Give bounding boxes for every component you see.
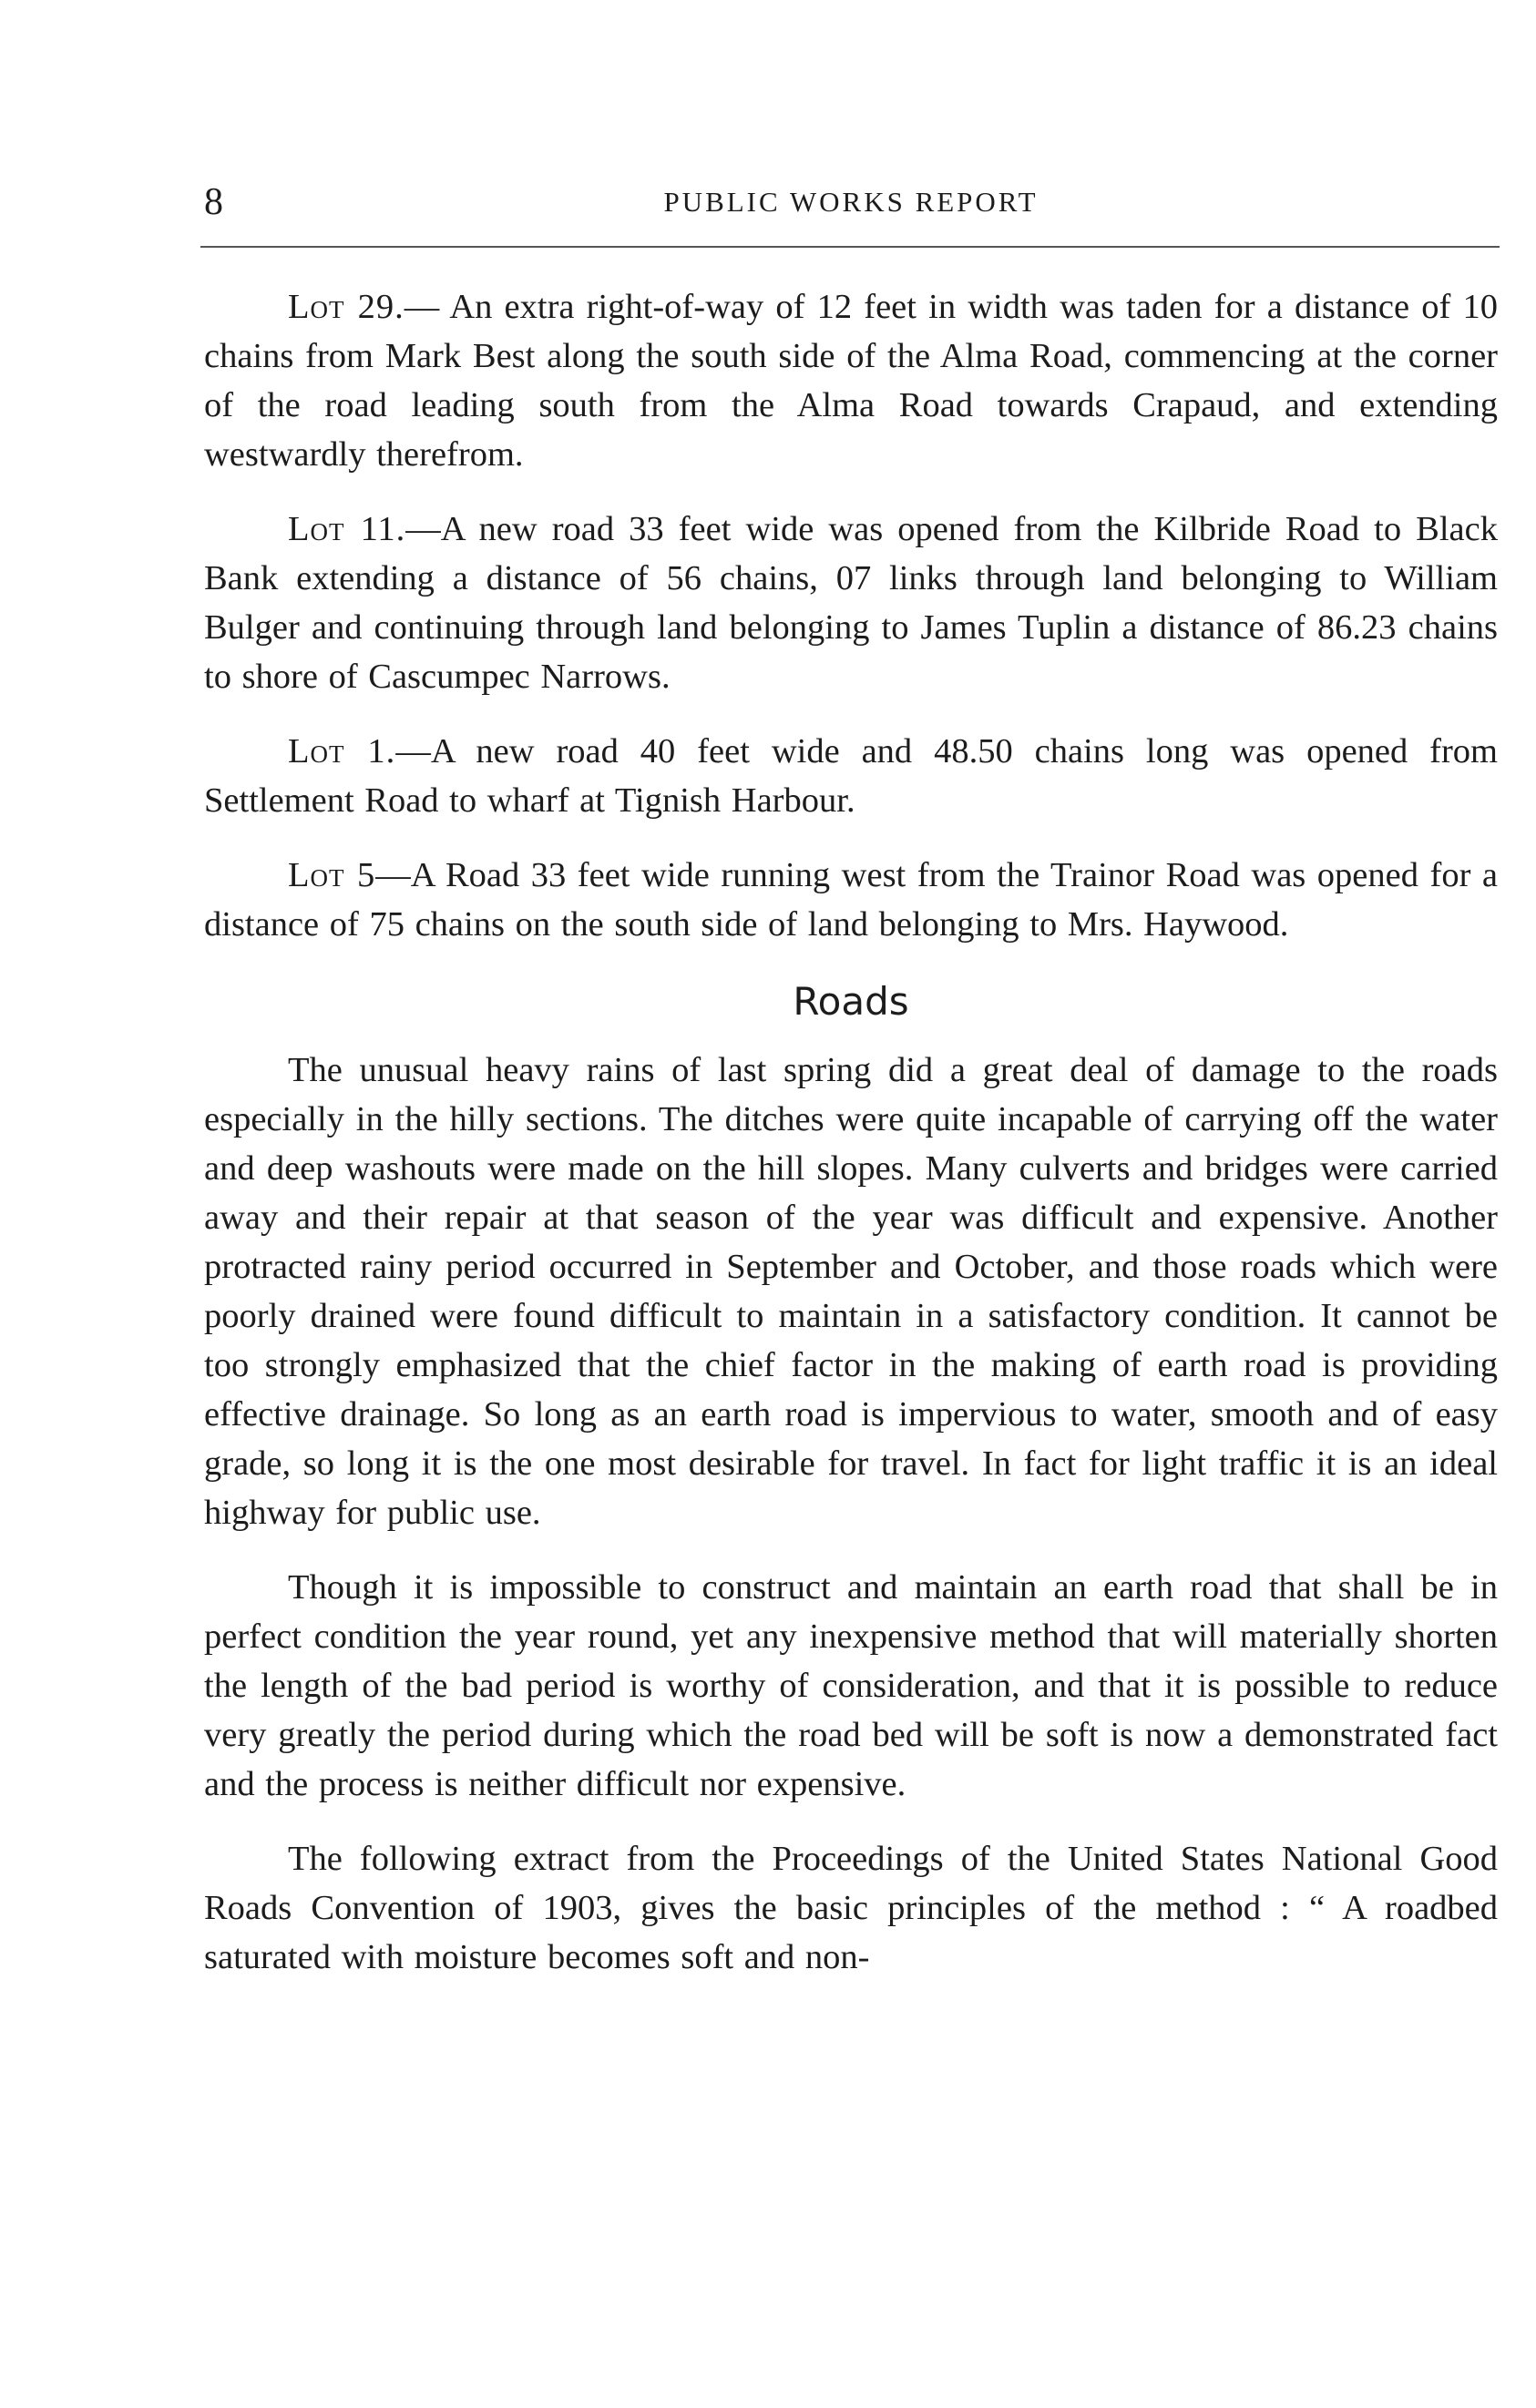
body-paragraph: The following extract from the Proceedings of the United States National Good Roads Convention of 1903, gives the basic principles of the method : “ A roadbed saturated with moisture becomes soft and non- xyxy=(204,1840,1498,1976)
lot-label: Lot 29. xyxy=(288,288,404,326)
page-body xyxy=(204,282,1498,2007)
lot-text: — An extra right-of-way of 12 feet in width was taden for a distance of 10 chains from Mark Best along the south side of the Alma Road, commencing at the corner of the road leading south from the Alma Road towards Crapaud, and extending westwardly therefrom. xyxy=(204,288,1498,474)
lot-label: Lot 1. xyxy=(288,732,396,770)
lot-paragraph xyxy=(204,282,1498,479)
lot-text: —A new road 40 feet wide and 48.50 chains long was opened from Settlement Road to wharf at Tignish Harbour. xyxy=(204,732,1498,820)
page-number: 8 xyxy=(204,181,223,223)
body-paragraph: Though it is impossible to construct and maintain an earth road that shall be in perfect condition the year round, yet any inexpensive method that will materially shorten the length of the bad period is worthy of consideration, and that it is possible to reduce very greatly the period during which the road bed will be soft is now a demonstrated fact and the process is neither difficult nor expensive. xyxy=(204,1568,1498,1803)
lot-label: Lot 5 xyxy=(288,856,376,894)
section-heading: Roads xyxy=(793,979,909,1024)
running-head: PUBLIC WORKS REPORT xyxy=(663,186,1039,218)
lot-text: —A new road 33 feet wide was opened from the Kilbride Road to Black Bank extending a distance of 56 chains, 07 links through land belonging to William Bulger and continuing through land belonging to James Tuplin a distance of 86.23 chains to shore of Cascumpec Narrows. xyxy=(204,510,1498,696)
page-header xyxy=(204,175,1498,230)
lot-text: —A Road 33 feet wide running west from the Trainor Road was opened for a distance of 75 chains on the south side of land belonging to Mrs. Haywood. xyxy=(204,856,1498,944)
lot-label: Lot 11. xyxy=(288,510,406,548)
lot-paragraph xyxy=(204,505,1498,701)
body-paragraph: The unusual heavy rains of last spring did a great deal of damage to the roads especially in the hilly sections. The ditches were quite incapable of carrying off the water and deep washouts were made on the hill slopes. Many culverts and bridges were carried away and their repair at that season of the year was difficult and expensive. Another protracted rainy period occurred in September and October, and those roads which were poorly drained were found difficult to maintain in a satisfactory condition. It cannot be too strongly emphasized that the chief factor in the making of earth road is providing effective drainage. So long as an earth road is impervious to water, smooth and of easy grade, so long it is the one most desirable for travel. In fact for light traffic it is an ideal highway for public use. xyxy=(204,1051,1498,1532)
lot-paragraph xyxy=(204,727,1498,825)
header-divider xyxy=(200,246,1500,248)
lot-paragraph xyxy=(204,851,1498,949)
